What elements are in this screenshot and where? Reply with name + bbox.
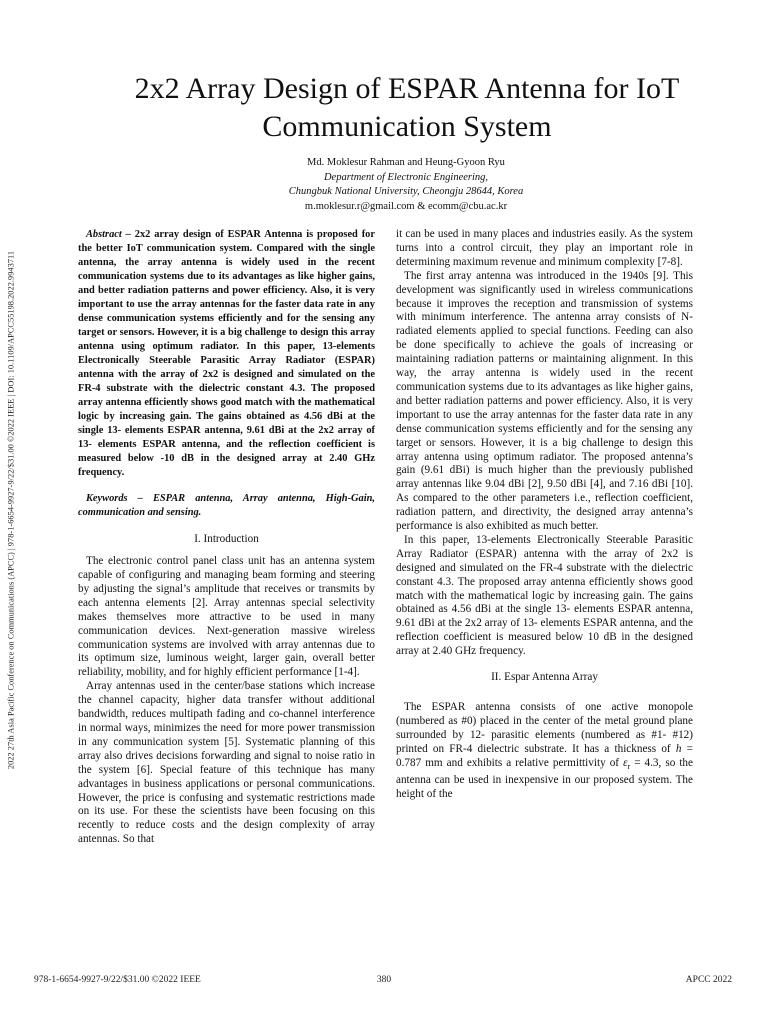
variable-h: h — [675, 742, 682, 755]
abstract-lead: Abstract – — [86, 229, 131, 240]
paragraph: The electronic control panel class unit has an antenna system capable of configuring and managing beam forming and steering by adjusting the signal’s amplitude that receives or transmits by each antenna elements [2]. Array antennas special selectivity makes themselves more attractive to be used in many communication devices. Next-generation massive wireless communication systems are involved with array antennas due to its optimum size, luminous weight, larger gain, overall better reliability, mobility, and for highly efficient performance [1-4]. — [78, 555, 375, 679]
paragraph: In this paper, 13-elements Electronically Steerable Parasitic Array Radiator (ESPAR) antenna with the array of 2x2 is designed and simulated on the FR-4 substrate with the dielectric constant 4.3. The proposed array antenna efficiently shows good match with the mathematical logic by increasing gain. The gains obtained as 4.56 dBi at the single 13- elements ESPAR antenna, 9.61 dBi at the 2x2 array of 13- elements ESPAR antenna, and the reflection coefficient is measured below 10 dB in the designed array at 2.40 GHz frequency. — [396, 533, 693, 658]
author-department: Department of Electronic Engineering, — [323, 171, 489, 183]
variable-epsilon: ε — [623, 756, 628, 769]
paragraph: it can be used in many places and industries easily. As the system turns into a control circuit, they play an important role in determining maximum revenue and minimum complexity [7-8]. — [396, 228, 693, 268]
paragraph: Array antennas used in the center/base stations which increase the channel capacity, higher data transfer without additional bandwidth, reduces multipath fading and co-channel interference in normal ways, minimizes the need for more power transmission in any communication system [5]. Systematic planning of this array also drives decisions forwarding and signal to noise ratio in the system [6]. Special feature of this technique has many advantages in business applications or personal communications. However, the price is confusing and systematic restrictions made on its use. For these the scientists have been focusing on this recently to reduce costs and the design complexity of array antennas. So that — [78, 680, 375, 846]
paragraph-text: = 0.787 mm and exhibits a relative permittivity of — [396, 742, 693, 769]
left-column — [78, 228, 375, 847]
side-citation-text: 2022 27th Asia Pacific Conference on Communications (APCC) | 978-1-6654-9927-9/22/$31.00 ©2022 IEEE | DOI: 10.1109/APCC55198.2022.9943711 — [6, 250, 16, 770]
section-heading-espar-antenna-array: II. Espar Antenna Array — [491, 671, 598, 684]
footer-conference: APCC 2022 — [685, 975, 732, 985]
right-column — [396, 228, 693, 802]
footer-page-number: 380 — [376, 975, 392, 985]
footer-copyright: 978-1-6654-9927-9/22/$31.00 ©2022 IEEE — [34, 975, 201, 985]
author-emails: m.moklesur.r@gmail.com & ecomm@cbu.ac.kr — [304, 200, 508, 212]
paragraph — [396, 701, 693, 802]
section-heading-introduction: I. Introduction — [194, 533, 259, 546]
variable-epsilon-subscript: r — [627, 761, 631, 771]
side-citation-note — [4, 190, 18, 830]
author-names: Md. Moklesur Rahman and Heung-Gyoon Ryu — [307, 157, 505, 168]
paragraph-text: The ESPAR antenna consists of one active monopole (numbered as #0) placed in the center of the metal ground plane surrounded by 12- parasitic elements (numbered as #1- #12) printed on FR-4 dielectric substrate. It has a thickness of — [396, 701, 693, 755]
author-block — [196, 156, 616, 214]
paper-title: 2x2 Array Design of ESPAR Antenna for IoT Communication System — [134, 72, 680, 143]
abstract-text: 2x2 array design of ESPAR Antenna is proposed for the better IoT communication system. Compared with the single antenna, the array antenna is widely used in the recent communication systems due to its advantages as like higher gains, and better radiation patterns and power efficiency. Also, it is very important to use the array antennas for the faster data rate in any dense communication systems efficiently and for the sensing any target or sensors. However, it is a big challenge to design this array antenna using optimum radiator. In this paper, 13-elements Electronically Steerable Parasitic Array Radiator (ESPAR) antenna with the array of 2x2 is designed and simulated on the FR-4 substrate with the dielectric constant 4.3. The proposed array antenna efficiently shows good match with the mathematical logic by increasing gain. The gains obtained as 4.56 dBi at the single 13- elements ESPAR antenna, 9.61 dBi at the 2x2 array of 13- elements ESPAR antenna, and the reflection coefficient is measured below -10 dB in the designed array at 2.40 GHz frequency. — [78, 229, 375, 478]
paragraph-text: = 4.3, so the antenna can be used in inexpensive in our proposed system. The height of the — [396, 756, 693, 800]
author-university: Chungbuk National University, Cheongju 28644, Korea — [288, 186, 524, 197]
abstract — [78, 228, 375, 480]
keywords: Keywords – ESPAR antenna, Array antenna, High-Gain, communication and sensing. — [78, 493, 375, 518]
paragraph: The first array antenna was introduced in the 1940s [9]. This development was significantly used in wireless communications because it improves the reception and transmission of systems with minimum interference. The antenna array consists of N-radiated elements applied to special functions. Feeding can also be done specifically to achieve the goals of increasing or maintaining radiation patterns or maintaining alignment. In this way, the array antenna is widely used in the recent communication systems due to its advantages as like higher gains, and better radiation patterns and power efficiency. Also, it is very important to use the array antennas for the faster data rate in any dense communication systems efficiently and for the sensing any target or sensors. However, it is a big challenge to design this array antenna using optimum radiator. The proposed antenna’s gain (9.61 dBi) is much higher than the previously published array antennas like 9.04 dBi [2], 9.50 dBi [4], and 7.16 dBi [10]. As compared to the other parameters i.e., reflection coefficient, radiation pattern, and directivity, the designed array antenna’s performance is also exhibited as much better. — [396, 269, 693, 533]
